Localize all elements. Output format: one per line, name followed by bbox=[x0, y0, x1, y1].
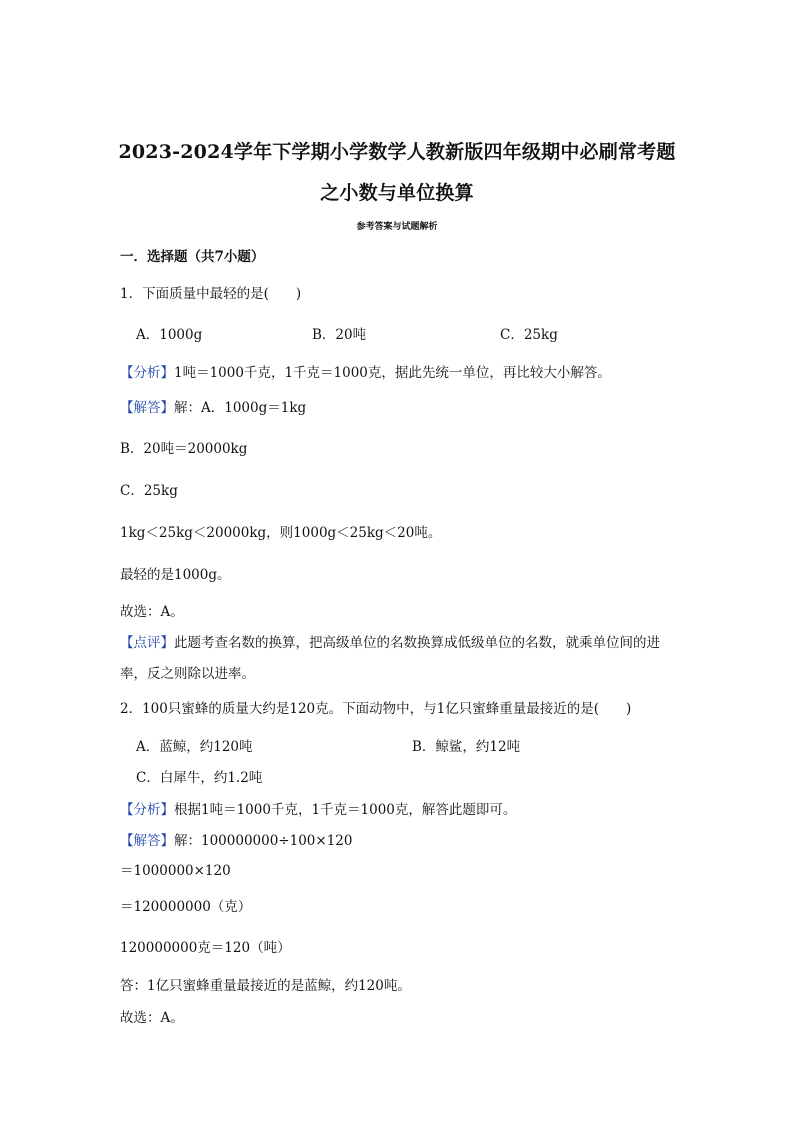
comment-text-continued: 率，反之则除以进率。 bbox=[120, 666, 255, 682]
question-2-answer: 故选：A。 bbox=[120, 1010, 184, 1026]
question-1-option-b: B．20吨 bbox=[312, 327, 367, 343]
solution-line: ＝1000000×120 bbox=[120, 863, 231, 879]
solution-line: 解：100000000÷100×120 bbox=[174, 833, 353, 849]
question-2-stem: 2．100只蜜蜂的质量大约是120克。下面动物中，与1亿只蜜蜂重量最接近的是( ) bbox=[120, 701, 632, 717]
question-1-option-a: A．1000g bbox=[136, 327, 203, 343]
question-1-stem: 1．下面质量中最轻的是( ) bbox=[120, 286, 302, 302]
question-1-solution bbox=[120, 399, 306, 417]
solution-line: ＝120000000（克） bbox=[120, 899, 252, 915]
question-2-option-a: A．蓝鲸，约120吨 bbox=[136, 739, 253, 755]
document-subtitle: 参考答案与试题解析 bbox=[356, 222, 438, 232]
document-title-line1: 2023-2024学年下学期小学数学人教新版四年级期中必刷常考题 bbox=[118, 141, 676, 163]
solution-tag: 【解答】 bbox=[120, 400, 174, 416]
comment-tag: 【点评】 bbox=[120, 635, 174, 651]
analysis-tag: 【分析】 bbox=[120, 802, 174, 818]
solution-line: 120000000克＝120（吨） bbox=[120, 940, 291, 956]
solution-line: 1kg＜25kg＜20000kg，则1000g＜25kg＜20吨。 bbox=[120, 525, 442, 541]
analysis-tag: 【分析】 bbox=[120, 365, 174, 381]
solution-line: B．20吨＝20000kg bbox=[120, 441, 248, 457]
question-1-answer: 故选：A。 bbox=[120, 604, 184, 620]
solution-line: C．25kg bbox=[120, 483, 178, 499]
question-1-option-c: C．25kg bbox=[500, 327, 558, 343]
solution-line: 最轻的是1000g。 bbox=[120, 567, 231, 583]
comment-text: 此题考查名数的换算，把高级单位的名数换算成低级单位的名数，就乘单位间的进 bbox=[174, 635, 660, 651]
solution-tag: 【解答】 bbox=[120, 833, 174, 849]
question-2-option-b: B．鲸鲨，约12吨 bbox=[412, 739, 521, 755]
section-heading: 一．选择题（共7小题） bbox=[120, 249, 265, 265]
question-1-comment bbox=[120, 634, 660, 652]
question-2-option-c: C．白犀牛，约1.2吨 bbox=[136, 770, 263, 786]
solution-line: 答：1亿只蜜蜂重量最接近的是蓝鲸，约120吨。 bbox=[120, 978, 411, 994]
solution-line: 解：A．1000g＝1kg bbox=[174, 400, 307, 416]
question-2-solution bbox=[120, 832, 352, 850]
analysis-text: 1吨＝1000千克，1千克＝1000克，据此先统一单位，再比较大小解答。 bbox=[174, 365, 611, 381]
question-2-analysis bbox=[120, 801, 516, 819]
analysis-text: 根据1吨＝1000千克，1千克＝1000克，解答此题即可。 bbox=[174, 802, 517, 818]
document-title-line2: 之小数与单位换算 bbox=[320, 182, 474, 204]
question-1-analysis bbox=[120, 364, 611, 382]
